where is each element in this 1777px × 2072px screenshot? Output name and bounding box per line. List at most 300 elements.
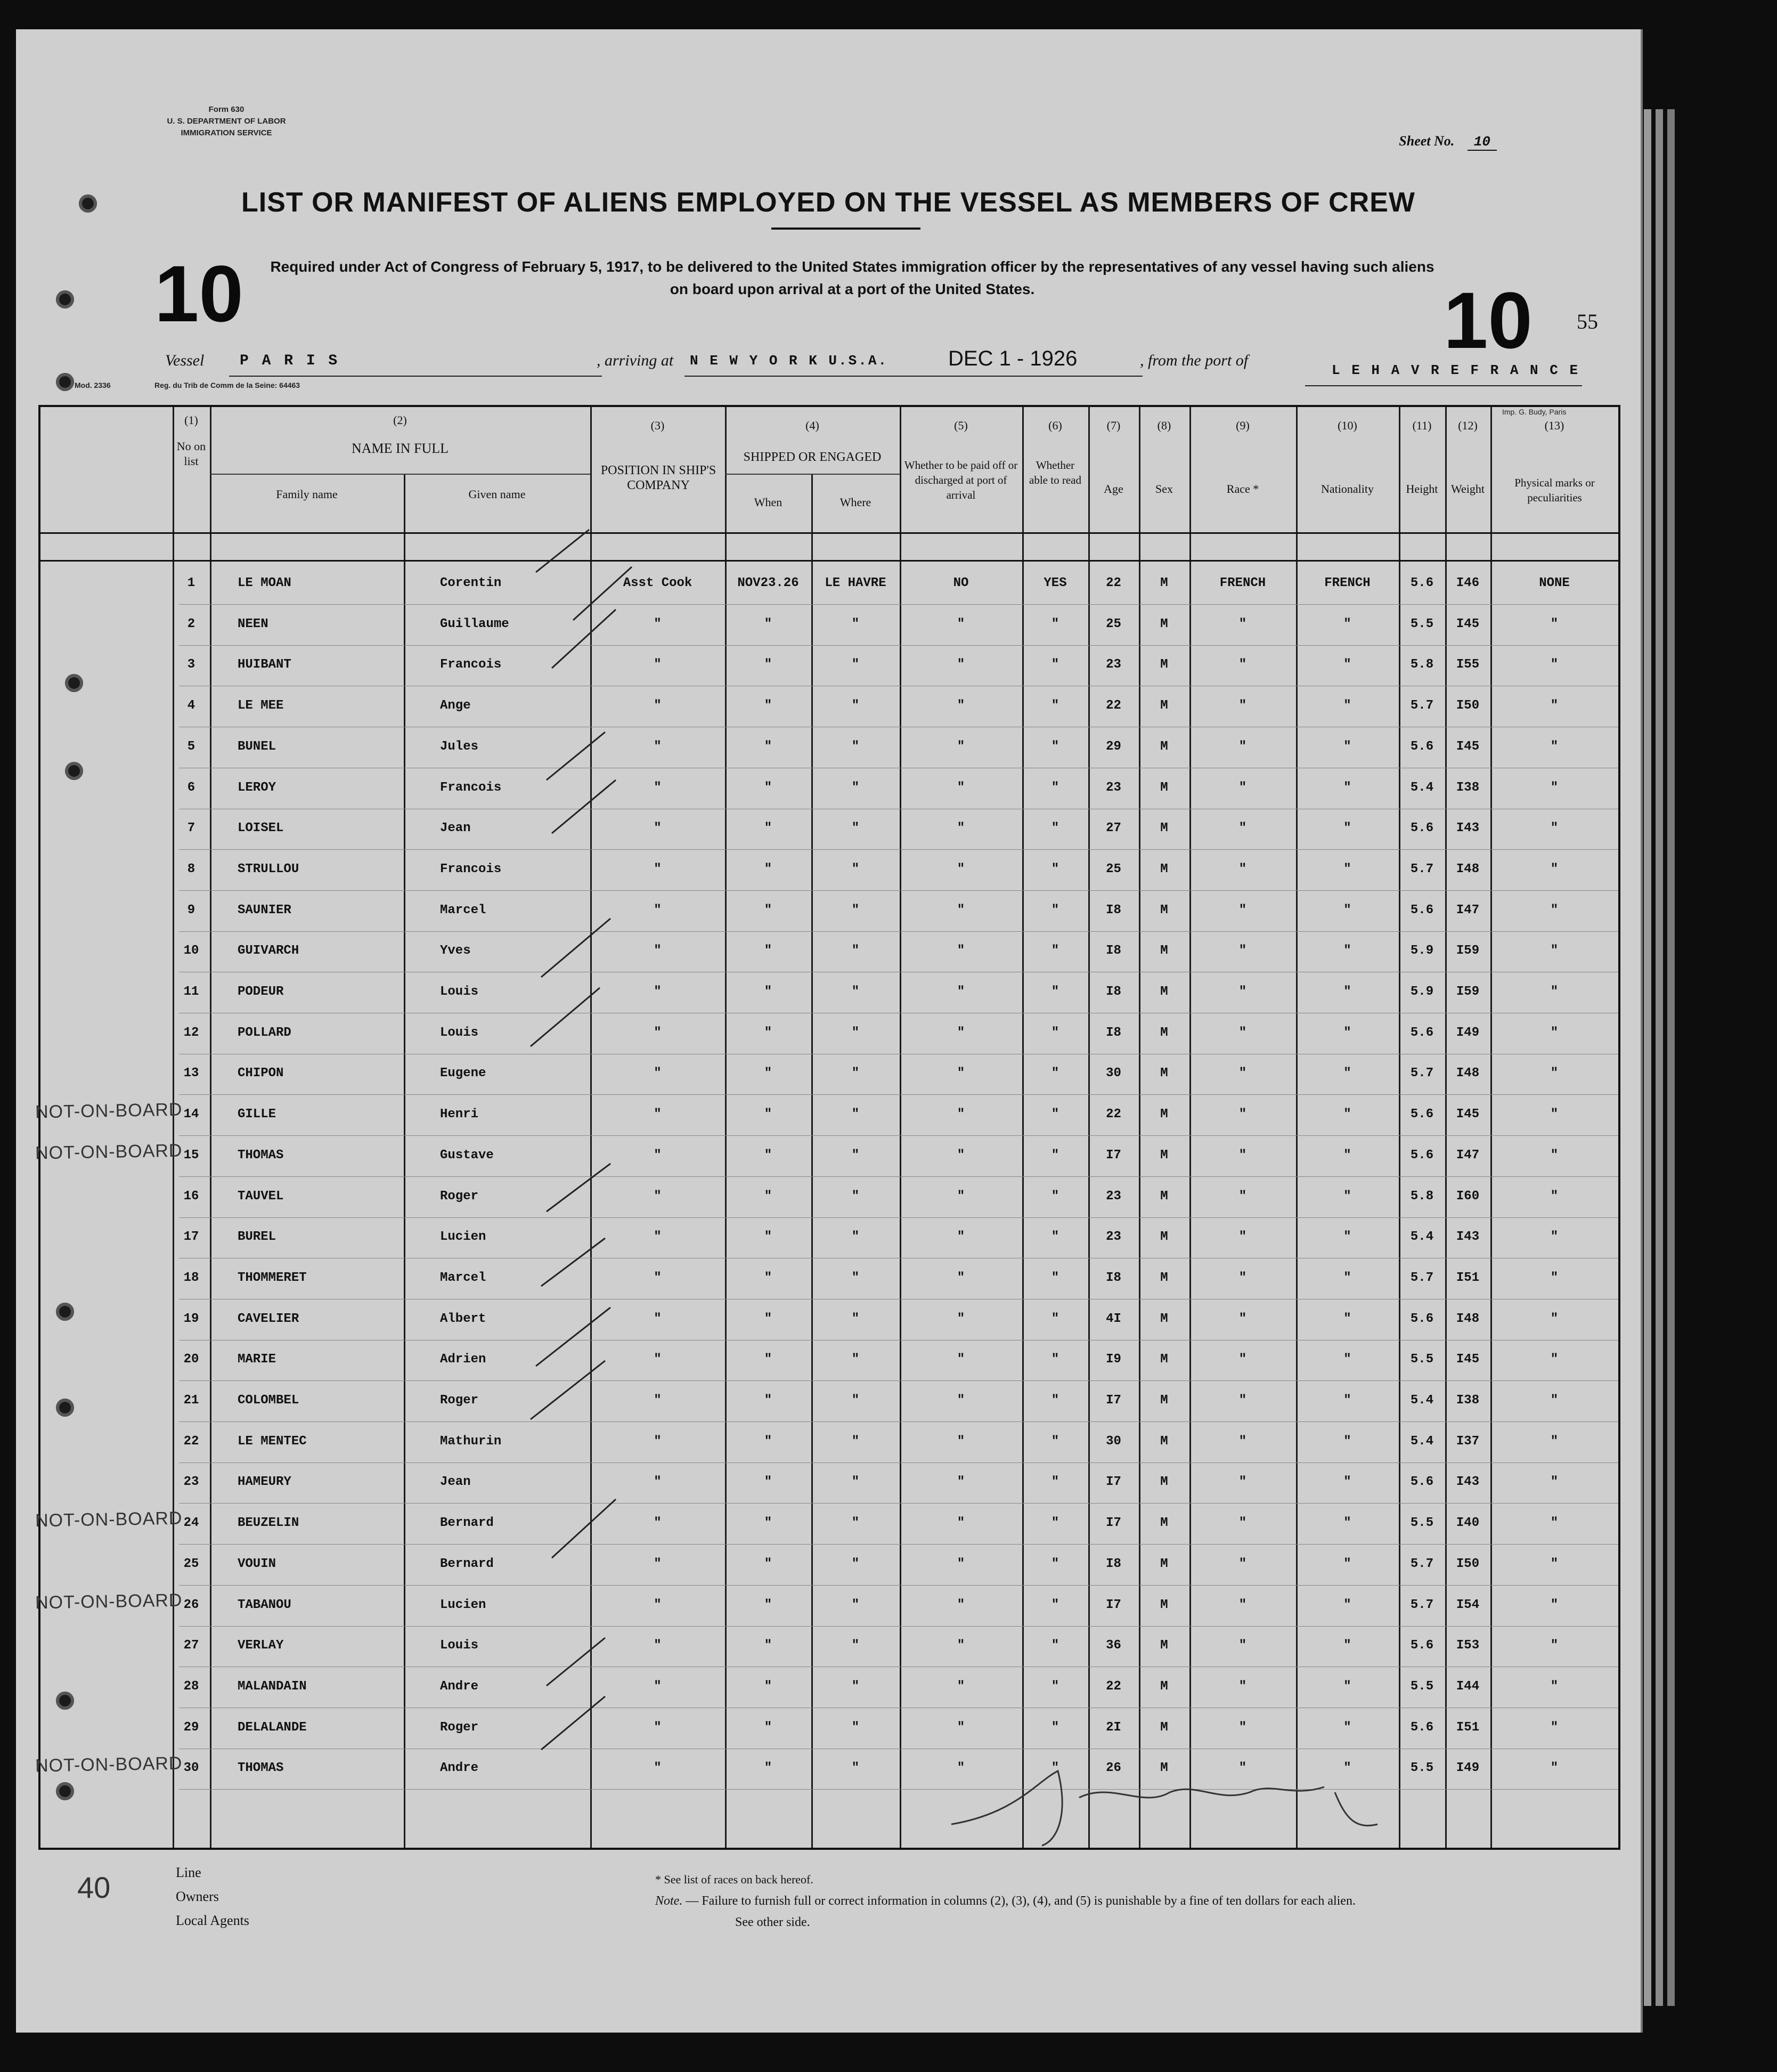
- able-to-read: ": [1051, 1720, 1059, 1735]
- physical-marks: ": [1550, 1025, 1559, 1040]
- able-to-read: ": [1051, 1638, 1059, 1653]
- able-to-read: ": [1051, 1311, 1059, 1326]
- required-line-1: Required under Act of Congress of February 5, 1917, to be delivered to the United States immigration officer by the representatives of any vessel having such aliens: [270, 258, 1434, 275]
- position: Asst Cook: [623, 576, 692, 590]
- sex: M: [1160, 1393, 1168, 1408]
- paid-off: NO: [953, 576, 969, 590]
- shipped-where: ": [851, 1393, 860, 1408]
- shipped-where: ": [851, 1066, 860, 1081]
- sex: M: [1160, 985, 1168, 999]
- paid-off: ": [957, 1761, 965, 1776]
- nationality: ": [1343, 944, 1351, 958]
- position: ": [654, 903, 662, 917]
- page-edge: [1667, 109, 1675, 2006]
- sex: M: [1160, 1352, 1168, 1367]
- able-to-read: ": [1051, 1597, 1059, 1612]
- age: I7: [1106, 1393, 1121, 1408]
- age: 23: [1106, 780, 1121, 795]
- col-8-number: (8): [1157, 419, 1171, 432]
- check-mark: [541, 1499, 616, 1750]
- able-to-read: ": [1051, 944, 1059, 958]
- race: ": [1238, 1393, 1247, 1408]
- shipped-when: ": [764, 1107, 772, 1122]
- position: ": [654, 1189, 662, 1204]
- shipped-where: ": [851, 1475, 860, 1490]
- height: 5.7: [1410, 1270, 1434, 1285]
- family-name: GUIVARCH: [238, 944, 299, 958]
- nationality: ": [1343, 1597, 1351, 1612]
- shipped-when: ": [764, 821, 772, 836]
- arriving-label: , arriving at: [597, 352, 674, 369]
- row-number: 1: [187, 576, 195, 590]
- weight: I53: [1456, 1638, 1480, 1653]
- weight: I45: [1456, 616, 1480, 631]
- given-name: Louis: [440, 985, 479, 999]
- weight: I43: [1456, 821, 1480, 836]
- nationality: ": [1343, 821, 1351, 836]
- able-to-read: ": [1051, 657, 1059, 672]
- shipped-when: ": [764, 903, 772, 917]
- paid-off: ": [957, 1025, 965, 1040]
- sheet-label: Sheet No.: [1399, 133, 1455, 149]
- shipped-where: ": [851, 1434, 860, 1449]
- col-6-number: (6): [1048, 419, 1062, 432]
- paid-off: ": [957, 1230, 965, 1245]
- physical-marks: ": [1550, 1189, 1559, 1204]
- shipped-where: ": [851, 1516, 860, 1531]
- able-to-read: ": [1051, 821, 1059, 836]
- family-name: MALANDAIN: [238, 1679, 307, 1694]
- able-to-read: ": [1051, 1025, 1059, 1040]
- race: ": [1238, 1189, 1247, 1204]
- able-to-read: YES: [1044, 576, 1067, 590]
- sheet-number: [1399, 133, 1497, 150]
- age: I7: [1106, 1475, 1121, 1490]
- nationality: ": [1343, 1352, 1351, 1367]
- age: 26: [1106, 1761, 1121, 1776]
- height: 5.6: [1410, 903, 1434, 917]
- position: ": [654, 1638, 662, 1653]
- signature-icon: [919, 1750, 1425, 1856]
- nationality: ": [1343, 616, 1351, 631]
- given-name: Yves: [440, 944, 471, 958]
- physical-marks: ": [1550, 1761, 1559, 1776]
- col-7-number: (7): [1106, 419, 1121, 432]
- race: ": [1238, 944, 1247, 958]
- row-number: 25: [183, 1556, 199, 1571]
- family-name: LE MENTEC: [238, 1434, 307, 1449]
- shipped-where: ": [851, 1230, 860, 1245]
- family-name: STRULLOU: [238, 862, 299, 876]
- physical-marks: ": [1550, 780, 1559, 795]
- physical-marks: ": [1550, 1720, 1559, 1735]
- sex: M: [1160, 698, 1168, 713]
- weight: I48: [1456, 862, 1480, 876]
- row-number: 14: [183, 1107, 199, 1122]
- shipped-when: ": [764, 1556, 772, 1571]
- family-name: TAUVEL: [238, 1189, 284, 1204]
- race: ": [1238, 1761, 1247, 1776]
- col-7-label: Age: [1104, 482, 1123, 495]
- age: 22: [1106, 576, 1121, 590]
- given-name: Jean: [440, 821, 471, 836]
- note-text: — Failure to furnish full or correct information in columns (2), (3), (4), and (5) is punishable by a fine of ten dollars for each alien.: [686, 1894, 1356, 1908]
- position: ": [654, 780, 662, 795]
- age: I9: [1106, 1352, 1121, 1367]
- nationality: ": [1343, 1393, 1351, 1408]
- paid-off: ": [957, 1148, 965, 1163]
- row-number: 10: [183, 944, 199, 958]
- required-notice: [138, 256, 1566, 300]
- weight: I37: [1456, 1434, 1480, 1449]
- shipped-where: ": [851, 985, 860, 999]
- position: ": [654, 1025, 662, 1040]
- paid-off: ": [957, 944, 965, 958]
- row-number: 18: [183, 1270, 199, 1285]
- able-to-read: ": [1051, 698, 1059, 713]
- page-edge: [1644, 109, 1651, 2006]
- age: 2I: [1106, 1720, 1121, 1735]
- paid-off: ": [957, 1679, 965, 1694]
- physical-marks: ": [1550, 1475, 1559, 1490]
- race: ": [1238, 1352, 1247, 1367]
- race: ": [1238, 1679, 1247, 1694]
- height: 5.4: [1410, 1230, 1434, 1245]
- paid-off: ": [957, 1311, 965, 1326]
- col-3-number: (3): [650, 419, 665, 432]
- physical-marks: ": [1550, 616, 1559, 631]
- family-name: BEUZELIN: [238, 1516, 299, 1531]
- shipped-where: ": [851, 1352, 860, 1367]
- paid-off: ": [957, 739, 965, 754]
- weight: I48: [1456, 1066, 1480, 1081]
- physical-marks: ": [1550, 1597, 1559, 1612]
- weight: I43: [1456, 1230, 1480, 1245]
- paid-off: ": [957, 1638, 965, 1653]
- row-number: 6: [187, 780, 195, 795]
- given-name: Roger: [440, 1189, 479, 1204]
- col-10-label: Nationality: [1321, 482, 1374, 495]
- position: ": [654, 944, 662, 958]
- sex: M: [1160, 780, 1168, 795]
- paid-off: ": [957, 1434, 965, 1449]
- shipped-when: ": [764, 1434, 772, 1449]
- position: ": [654, 1475, 662, 1490]
- sex: M: [1160, 1761, 1168, 1776]
- nationality: ": [1343, 1025, 1351, 1040]
- age: I7: [1106, 1148, 1121, 1163]
- height: 5.5: [1410, 1761, 1434, 1776]
- height: 5.7: [1410, 1066, 1434, 1081]
- family-name: BUREL: [238, 1230, 276, 1245]
- nationality: ": [1343, 1556, 1351, 1571]
- row-number: 17: [183, 1230, 199, 1245]
- nationality: ": [1343, 1148, 1351, 1163]
- shipped-where: ": [851, 1761, 860, 1776]
- row-number: 19: [183, 1311, 199, 1326]
- able-to-read: ": [1051, 1516, 1059, 1531]
- physical-marks: NONE: [1539, 576, 1570, 590]
- family-name: LOISEL: [238, 821, 284, 836]
- position: ": [654, 1393, 662, 1408]
- height: 5.6: [1410, 1311, 1434, 1326]
- family-name: CHIPON: [238, 1066, 284, 1081]
- given-name: Bernard: [440, 1516, 494, 1531]
- position: ": [654, 1352, 662, 1367]
- physical-marks: ": [1550, 1230, 1559, 1245]
- family-name: TABANOU: [238, 1597, 291, 1612]
- manifest-sheet: [16, 29, 1643, 2033]
- registration: Reg. du Trib de Comm de la Seine: 64463: [154, 381, 300, 389]
- nationality: ": [1343, 1679, 1351, 1694]
- sex: M: [1160, 1720, 1168, 1735]
- race: ": [1238, 1148, 1247, 1163]
- shipped-when: ": [764, 1025, 772, 1040]
- shipped-where: ": [851, 1025, 860, 1040]
- physical-marks: ": [1550, 862, 1559, 876]
- col-4-number: (4): [805, 419, 819, 432]
- check-mark: [536, 530, 632, 668]
- physical-marks: ": [1550, 1148, 1559, 1163]
- col-2-number: (2): [393, 413, 407, 427]
- given-name: Lucien: [440, 1597, 486, 1612]
- shipped-where: ": [851, 1597, 860, 1612]
- row-number: 4: [187, 698, 195, 713]
- position: ": [654, 1311, 662, 1326]
- paid-off: ": [957, 1597, 965, 1612]
- given-name: Bernard: [440, 1556, 494, 1571]
- race: ": [1238, 1066, 1247, 1081]
- paid-off: ": [957, 821, 965, 836]
- col-2a-label: Family name: [276, 487, 338, 501]
- able-to-read: ": [1051, 985, 1059, 999]
- weight: I45: [1456, 739, 1480, 754]
- position: ": [654, 1761, 662, 1776]
- stamp-left: 10: [154, 249, 243, 338]
- sex: M: [1160, 862, 1168, 876]
- family-name: HUIBANT: [238, 657, 291, 672]
- shipped-when: ": [764, 1189, 772, 1204]
- shipped-where: ": [851, 1189, 860, 1204]
- physical-marks: ": [1550, 1638, 1559, 1653]
- from-underline: [1305, 385, 1582, 386]
- age: I7: [1106, 1597, 1121, 1612]
- able-to-read: ": [1051, 739, 1059, 754]
- line-label: Line: [176, 1865, 201, 1880]
- family-name: BUNEL: [238, 739, 276, 754]
- paid-off: ": [957, 780, 965, 795]
- race: ": [1238, 1025, 1247, 1040]
- age: 25: [1106, 862, 1121, 876]
- agents-label: Local Agents: [176, 1913, 249, 1928]
- height: 5.6: [1410, 1148, 1434, 1163]
- family-name: SAUNIER: [238, 903, 291, 917]
- crew-table: [35, 405, 1620, 1850]
- race: ": [1238, 1230, 1247, 1245]
- weight: I47: [1456, 903, 1480, 917]
- row-number: 22: [183, 1434, 199, 1449]
- nationality: ": [1343, 862, 1351, 876]
- col-13-number: (13): [1544, 419, 1564, 432]
- weight: I51: [1456, 1720, 1480, 1735]
- given-name: Mathurin: [440, 1434, 502, 1449]
- shipped-where: ": [851, 1556, 860, 1571]
- sex: M: [1160, 1270, 1168, 1285]
- paid-off: ": [957, 1556, 965, 1571]
- form-number: Form 630: [208, 105, 244, 114]
- shipped-where: ": [851, 1107, 860, 1122]
- row-number: 15: [183, 1148, 199, 1163]
- row-number: 20: [183, 1352, 199, 1367]
- able-to-read: ": [1051, 1230, 1059, 1245]
- given-name: Guillaume: [440, 616, 509, 631]
- height: 5.7: [1410, 698, 1434, 713]
- sex: M: [1160, 1434, 1168, 1449]
- paid-off: ": [957, 1066, 965, 1081]
- given-name: Corentin: [440, 576, 502, 590]
- given-name: Jules: [440, 739, 479, 754]
- race: ": [1238, 1475, 1247, 1490]
- race: ": [1238, 1270, 1247, 1285]
- races-note: * See list of races on back hereof.: [655, 1873, 813, 1886]
- given-name: Adrien: [440, 1352, 486, 1367]
- physical-marks: ": [1550, 1311, 1559, 1326]
- shipped-when: ": [764, 1270, 772, 1285]
- col-4-label: SHIPPED OR ENGAGED: [743, 450, 882, 464]
- sex: M: [1160, 657, 1168, 672]
- age: 30: [1106, 1434, 1121, 1449]
- shipped-when: ": [764, 1230, 772, 1245]
- from-port: L E H A V R E F R A N C E: [1332, 362, 1580, 378]
- col-12-label: Weight: [1451, 482, 1485, 495]
- able-to-read: ": [1051, 616, 1059, 631]
- row-number: 26: [183, 1597, 199, 1612]
- age: I8: [1106, 944, 1121, 958]
- row-number: 7: [187, 821, 195, 836]
- nationality: ": [1343, 1107, 1351, 1122]
- row-number: 24: [183, 1516, 199, 1531]
- sex: M: [1160, 1516, 1168, 1531]
- age: 23: [1106, 1189, 1121, 1204]
- position: ": [654, 862, 662, 876]
- nationality: ": [1343, 739, 1351, 754]
- height: 5.5: [1410, 1516, 1434, 1531]
- title-rule: [771, 227, 920, 230]
- physical-marks: ": [1550, 1066, 1559, 1081]
- paid-off: ": [957, 1270, 965, 1285]
- position: ": [654, 1720, 662, 1735]
- physical-marks: ": [1550, 1679, 1559, 1694]
- col-1-number: (1): [184, 413, 198, 427]
- given-name: Louis: [440, 1638, 479, 1653]
- given-name: Marcel: [440, 903, 486, 917]
- paid-off: ": [957, 1516, 965, 1531]
- height: 5.6: [1410, 821, 1434, 836]
- race: ": [1238, 1720, 1247, 1735]
- form-info: [120, 104, 333, 139]
- height: 5.6: [1410, 1475, 1434, 1490]
- paid-off: ": [957, 1189, 965, 1204]
- see-other-side: See other side.: [735, 1915, 810, 1929]
- given-name: Ange: [440, 698, 471, 713]
- age: 23: [1106, 657, 1121, 672]
- from-label: , from the port of: [1140, 352, 1249, 369]
- height: 5.9: [1410, 944, 1434, 958]
- not-on-board-stamp: NOT-ON-BOARD: [35, 1753, 183, 1776]
- vessel-label: Vessel: [165, 352, 205, 369]
- position: ": [654, 1107, 662, 1122]
- sex: M: [1160, 944, 1168, 958]
- able-to-read: ": [1051, 1352, 1059, 1367]
- race: ": [1238, 1556, 1247, 1571]
- position: ": [654, 698, 662, 713]
- not-on-board-stamp: NOT-ON-BOARD: [35, 1099, 183, 1123]
- row-number: 11: [183, 985, 199, 999]
- height: 5.5: [1410, 616, 1434, 631]
- nationality: ": [1343, 1189, 1351, 1204]
- sex: M: [1160, 1556, 1168, 1571]
- shipped-when: ": [764, 1311, 772, 1326]
- physical-marks: ": [1550, 985, 1559, 999]
- able-to-read: ": [1051, 1556, 1059, 1571]
- shipped-when: ": [764, 1066, 772, 1081]
- physical-marks: ": [1550, 1516, 1559, 1531]
- family-name: DELALANDE: [238, 1720, 307, 1735]
- col-8-label: Sex: [1155, 482, 1173, 495]
- weight: I60: [1456, 1189, 1480, 1204]
- shipped-when: ": [764, 1393, 772, 1408]
- physical-marks: ": [1550, 1107, 1559, 1122]
- weight: I51: [1456, 1270, 1480, 1285]
- col-6-label: Whether able to read: [1029, 459, 1081, 486]
- col-13-label: Physical marks or peculiarities: [1514, 476, 1595, 504]
- weight: I47: [1456, 1148, 1480, 1163]
- physical-marks: ": [1550, 821, 1559, 836]
- col-9-label: Race *: [1226, 482, 1259, 495]
- height: 5.6: [1410, 739, 1434, 754]
- sex: M: [1160, 1638, 1168, 1653]
- age: I8: [1106, 1025, 1121, 1040]
- shipped-where: ": [851, 862, 860, 876]
- nationality: ": [1343, 1066, 1351, 1081]
- paid-off: ": [957, 985, 965, 999]
- not-on-board-stamp: NOT-ON-BOARD: [35, 1508, 183, 1531]
- weight: I59: [1456, 944, 1480, 958]
- sex: M: [1160, 616, 1168, 631]
- page-number: 55: [1577, 310, 1598, 334]
- row-number: 8: [187, 862, 195, 876]
- note-label: Note.: [655, 1894, 683, 1908]
- nationality: FRENCH: [1324, 576, 1371, 590]
- not-on-board-stamp: NOT-ON-BOARD: [35, 1140, 183, 1164]
- sex: M: [1160, 1679, 1168, 1694]
- family-name: NEEN: [238, 616, 268, 631]
- col-11-label: Height: [1406, 482, 1438, 495]
- owners-label: Owners: [176, 1889, 219, 1904]
- tick-marks: [40, 407, 1618, 1848]
- arriving-port: N E W Y O R K U.S.A.: [690, 353, 888, 369]
- physical-marks: ": [1550, 698, 1559, 713]
- height: 5.9: [1410, 985, 1434, 999]
- family-name: PODEUR: [238, 985, 284, 999]
- handwritten-number: 40: [77, 1871, 111, 1904]
- paid-off: ": [957, 903, 965, 917]
- age: I8: [1106, 1270, 1121, 1285]
- shipped-when: ": [764, 1720, 772, 1735]
- shipped-when: ": [764, 862, 772, 876]
- check-mark: [531, 732, 616, 1046]
- sex: M: [1160, 1148, 1168, 1163]
